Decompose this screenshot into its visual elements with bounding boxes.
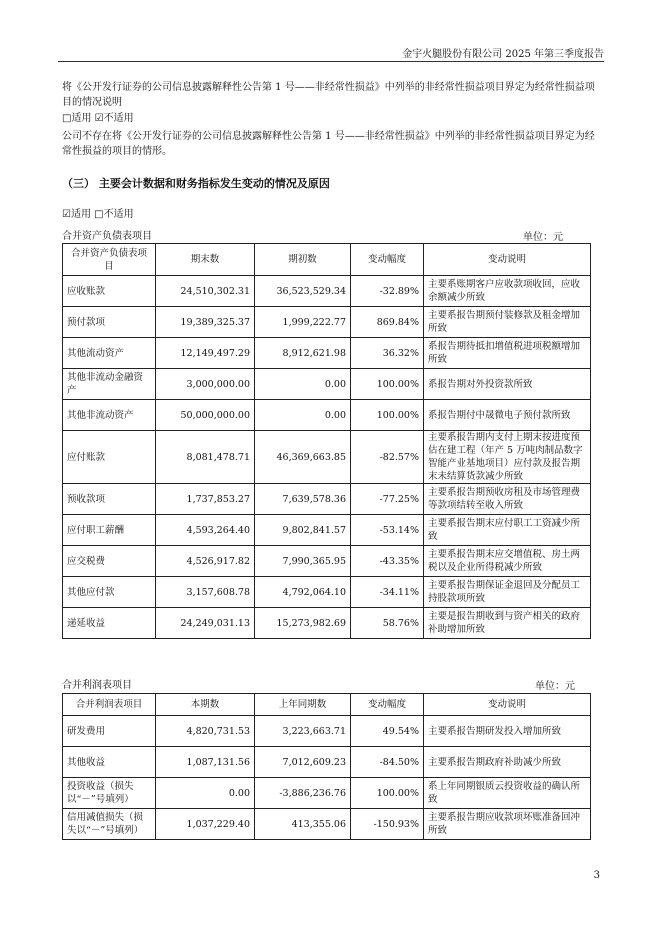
row-prior-value: 3,223,663.71 bbox=[255, 716, 351, 747]
row-item: 其他非流动金融资产 bbox=[63, 369, 156, 400]
report-header: 金宇火腿股份有限公司 2025 年第三季度报告 bbox=[402, 49, 604, 60]
row-change: -53.14% bbox=[351, 515, 424, 546]
income-unit: 单位：元 bbox=[535, 681, 575, 692]
table-row bbox=[63, 608, 591, 639]
header-note: 变动说明 bbox=[424, 244, 591, 276]
income-caption: 合并利润表项目 bbox=[62, 680, 132, 691]
row-change: -43.35% bbox=[351, 546, 424, 577]
row-item: 其他收益 bbox=[63, 747, 156, 778]
table-row bbox=[63, 307, 591, 338]
row-current-value: 1,087,131.56 bbox=[156, 747, 255, 778]
row-change: 100.00% bbox=[351, 369, 424, 400]
header-begin: 期初数 bbox=[255, 244, 351, 276]
row-note: 主要系报告期预付装修款及租金增加所致 bbox=[424, 307, 591, 338]
row-item: 应交税费 bbox=[63, 546, 156, 577]
row-item: 递延收益 bbox=[63, 608, 156, 639]
intro-paragraph-1: 将《公开发行证券的公司信息披露解释性公告第 1 号——非经常性损益》中列举的非经常性损益项目界定为经常性损益项目的情况说明 bbox=[62, 82, 595, 108]
row-note: 系报告期待抵扣增值税进项税额增加所致 bbox=[424, 338, 591, 369]
table-row bbox=[63, 747, 591, 778]
row-begin-value: 7,639,578.36 bbox=[255, 484, 351, 515]
row-end-value: 8,081,478.71 bbox=[156, 431, 255, 484]
header-note: 变动说明 bbox=[424, 694, 591, 716]
row-end-value: 3,157,608.78 bbox=[156, 577, 255, 608]
row-prior-value: 7,012,609.23 bbox=[255, 747, 351, 778]
table-row bbox=[63, 431, 591, 484]
row-change: -82.57% bbox=[351, 431, 424, 484]
row-note: 主要系报告期保证金退回及分配员工持股款项所致 bbox=[424, 577, 591, 608]
row-item: 信用减值损失（损失以“－”号填列） bbox=[63, 809, 156, 840]
table-row bbox=[63, 809, 591, 840]
row-end-value: 12,149,497.29 bbox=[156, 338, 255, 369]
row-note: 主要系报告期研发投入增加所致 bbox=[424, 716, 591, 747]
row-change: -77.25% bbox=[351, 484, 424, 515]
header-prior: 上年同期数 bbox=[255, 694, 351, 716]
row-begin-value: 36,523,529.34 bbox=[255, 276, 351, 307]
row-note: 主要系报告期政府补助减少所致 bbox=[424, 747, 591, 778]
table-row bbox=[63, 338, 591, 369]
header-change: 变动幅度 bbox=[351, 694, 424, 716]
row-item: 其他非流动资产 bbox=[63, 400, 156, 431]
balance-caption: 合并资产负债表项目 bbox=[62, 231, 152, 242]
header-change: 变动幅度 bbox=[351, 244, 424, 276]
table-row bbox=[63, 716, 591, 747]
row-end-value: 24,249,031.13 bbox=[156, 608, 255, 639]
income-statement-table bbox=[62, 693, 591, 840]
row-change: 869.84% bbox=[351, 307, 424, 338]
balance-sheet-table bbox=[62, 243, 591, 639]
row-change: 58.76% bbox=[351, 608, 424, 639]
row-change: 49.54% bbox=[351, 716, 424, 747]
row-item: 预收款项 bbox=[63, 484, 156, 515]
row-begin-value: 0.00 bbox=[255, 369, 351, 400]
row-item: 预付款项 bbox=[63, 307, 156, 338]
page-number: 3 bbox=[593, 870, 600, 881]
header-current: 本期数 bbox=[156, 694, 255, 716]
row-begin-value: 0.00 bbox=[255, 400, 351, 431]
row-change: 100.00% bbox=[351, 778, 424, 809]
row-item: 其他流动资产 bbox=[63, 338, 156, 369]
row-begin-value: 8,912,621.98 bbox=[255, 338, 351, 369]
row-note: 系报告期付中晟微电子预付款所致 bbox=[424, 400, 591, 431]
row-note: 主要系报告期末应付职工工资减少所致 bbox=[424, 515, 591, 546]
header-end: 期末数 bbox=[156, 244, 255, 276]
row-current-value: 4,820,731.53 bbox=[156, 716, 255, 747]
table-row bbox=[63, 515, 591, 546]
row-current-value: 1,037,229.40 bbox=[156, 809, 255, 840]
row-item: 应收账款 bbox=[63, 276, 156, 307]
row-change: -84.50% bbox=[351, 747, 424, 778]
row-change: -150.93% bbox=[351, 809, 424, 840]
row-note: 系上年同期银质云投资收益的确认所致 bbox=[424, 778, 591, 809]
row-item: 投资收益（损失以“－”号填列） bbox=[63, 778, 156, 809]
row-end-value: 50,000,000.00 bbox=[156, 400, 255, 431]
row-note: 主要系报告期预收房租及市场管理费等款项结转至收入所致 bbox=[424, 484, 591, 515]
row-note: 主要系报告期应收款项坏账准备回冲所致 bbox=[424, 809, 591, 840]
row-note: 主要系账期客户应收款项收回，应收余额减少所致 bbox=[424, 276, 591, 307]
row-current-value: 0.00 bbox=[156, 778, 255, 809]
row-end-value: 4,593,264.40 bbox=[156, 515, 255, 546]
header-item: 合并资产负债表项目 bbox=[63, 244, 156, 276]
table-row bbox=[63, 369, 591, 400]
row-item: 应付账款 bbox=[63, 431, 156, 484]
row-prior-value: 413,355.06 bbox=[255, 809, 351, 840]
row-end-value: 1,737,853.27 bbox=[156, 484, 255, 515]
row-change: 100.00% bbox=[351, 400, 424, 431]
intro-options: □适用 ☑不适用 bbox=[62, 113, 134, 124]
intro-paragraph-2: 公司不存在将《公开发行证券的公司信息披露解释性公告第 1 号——非经常性损益》中列举的非经常性损益项目界定为经常性损益的项目的情形。 bbox=[62, 131, 595, 157]
row-begin-value: 7,990,365.95 bbox=[255, 546, 351, 577]
row-begin-value: 4,792,064.10 bbox=[255, 577, 351, 608]
section-title: （三） 主要会计数据和财务指标发生变动的情况及原因 bbox=[62, 177, 330, 190]
row-note: 主要系报告期内支付上期末按进度预估在建工程（年产 5 万吨肉制品数字智能产业基地项目）应付款及报告期末未结算货款减少所致 bbox=[424, 431, 591, 484]
header-divider bbox=[58, 61, 604, 62]
table-row bbox=[63, 546, 591, 577]
row-note: 主要是报告期收到与资产相关的政府补助增加所致 bbox=[424, 608, 591, 639]
table-row bbox=[63, 484, 591, 515]
row-end-value: 4,526,917.82 bbox=[156, 546, 255, 577]
row-begin-value: 15,273,982.69 bbox=[255, 608, 351, 639]
table-row bbox=[63, 276, 591, 307]
row-begin-value: 46,369,663.85 bbox=[255, 431, 351, 484]
row-note: 系报告期对外投资款所致 bbox=[424, 369, 591, 400]
header-item: 合并利润表项目 bbox=[63, 694, 156, 716]
section-options: ☑适用 □不适用 bbox=[62, 209, 134, 220]
row-item: 应付职工薪酬 bbox=[63, 515, 156, 546]
table-row bbox=[63, 778, 591, 809]
row-end-value: 19,389,325.37 bbox=[156, 307, 255, 338]
row-item: 研发费用 bbox=[63, 716, 156, 747]
row-change: -32.89% bbox=[351, 276, 424, 307]
row-prior-value: -3,886,236.76 bbox=[255, 778, 351, 809]
row-begin-value: 9,802,841.57 bbox=[255, 515, 351, 546]
row-end-value: 24,510,302.31 bbox=[156, 276, 255, 307]
table-row bbox=[63, 577, 591, 608]
row-end-value: 3,000,000.00 bbox=[156, 369, 255, 400]
row-change: 36.32% bbox=[351, 338, 424, 369]
row-change: -34.11% bbox=[351, 577, 424, 608]
row-note: 主要系报告期末应交增值税、房土两税以及企业所得税减少所致 bbox=[424, 546, 591, 577]
table-row bbox=[63, 400, 591, 431]
row-begin-value: 1,999,222.77 bbox=[255, 307, 351, 338]
balance-unit: 单位：元 bbox=[523, 232, 563, 243]
row-item: 其他应付款 bbox=[63, 577, 156, 608]
